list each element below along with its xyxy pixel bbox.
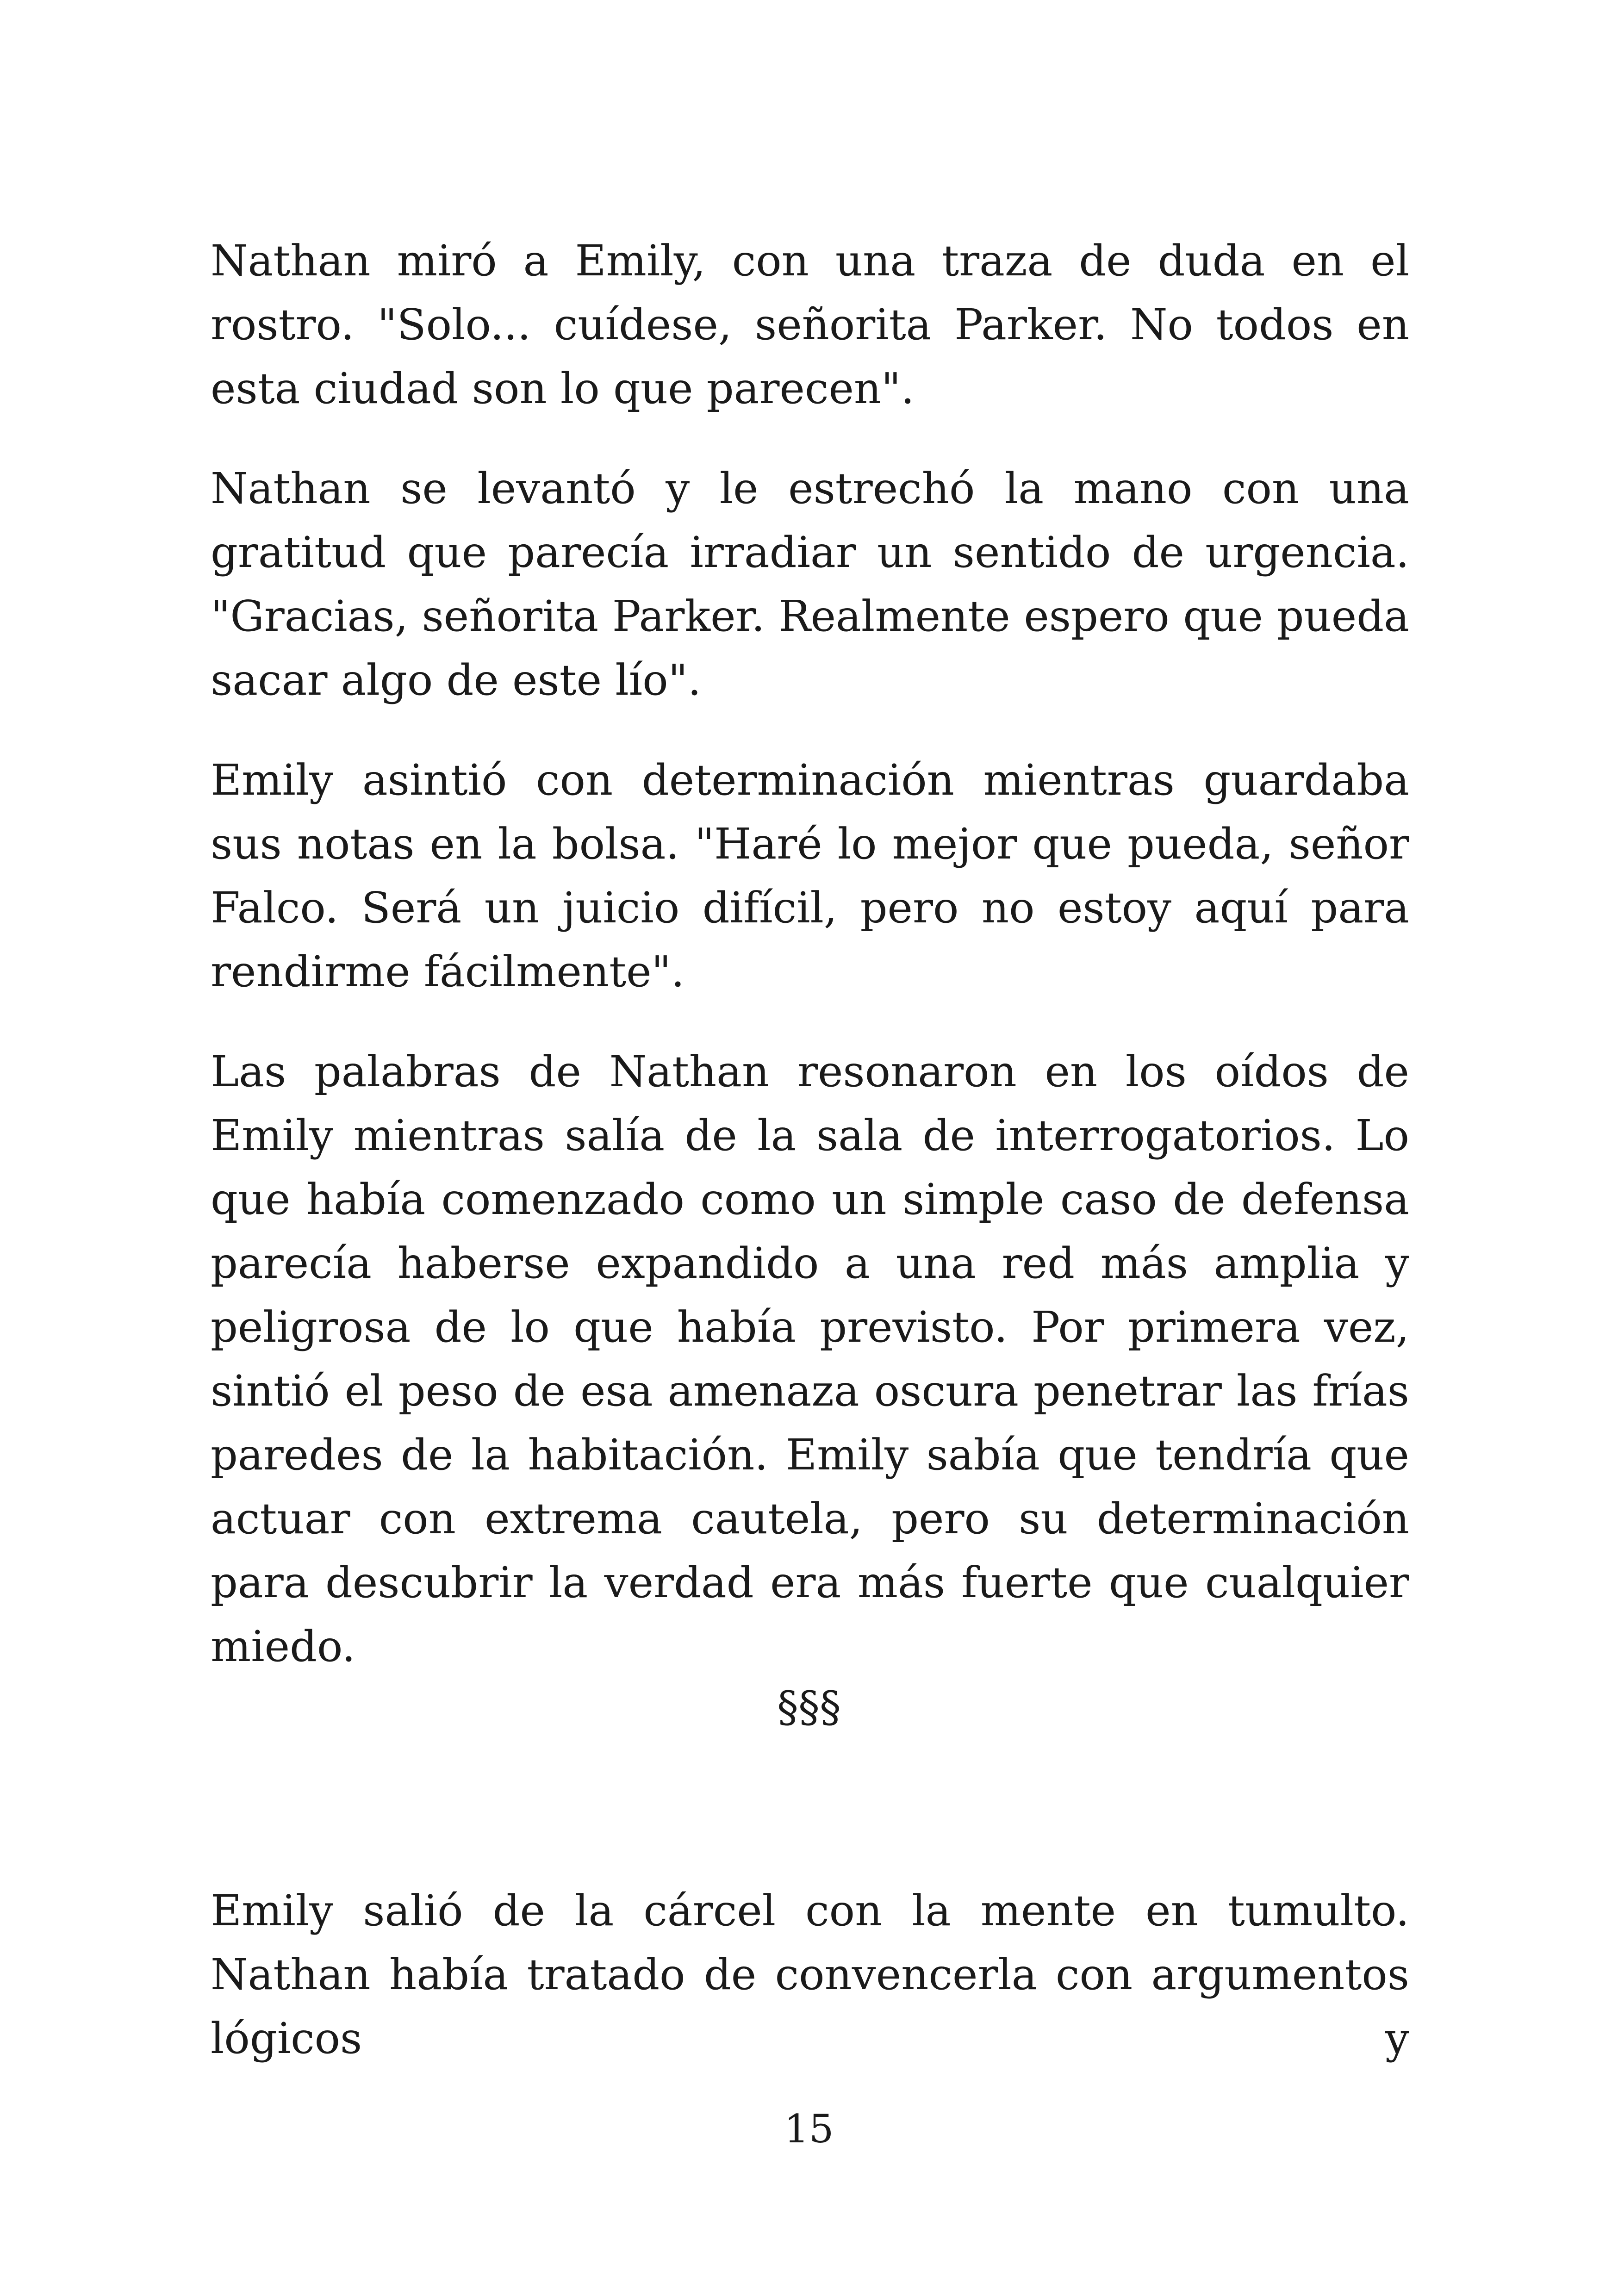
scene-break: §§§ [777,1682,841,1732]
paragraph: Emily salió de la cárcel con la mente en tumulto. Nathan había tratado de convencerla con argumentos lógicos y [211,1886,1409,2063]
paragraph: Nathan miró a Emily, con una traza de duda en el rostro. "Solo... cuídese, señorita Parker. No todos en esta ciudad son lo que parecen". [211,236,1409,413]
paragraph: Las palabras de Nathan resonaron en los oídos de Emily mientras salía de la sala de interrogatorios. Lo que había comenzado como un simple caso de defensa parecía haberse expandido a una red más amplia y peligrosa de lo que había previsto. Por primera vez, sintió el peso de esa amenaza oscura penetrar las frías paredes de la habitación. Emily sabía que tendría que actuar con extrema cautela, pero su determinación para descubrir la verdad era más fuerte que cualquier miedo. [211,1047,1409,1671]
body-text [211,229,1409,1679]
body-text-continued [211,1879,1409,2071]
paragraph: Emily asintió con determinación mientras guardaba sus notas en la bolsa. "Haré lo mejor que pueda, señor Falco. Será un juicio difícil, pero no estoy aquí para rendirme fácilmente". [211,755,1409,996]
paragraph: Nathan se levantó y le estrechó la mano con una gratitud que parecía irradiar un sentido de urgencia. "Gracias, señorita Parker. Realmente espero que pueda sacar algo de este lío". [211,464,1409,705]
page-number: 15 [784,2106,834,2152]
